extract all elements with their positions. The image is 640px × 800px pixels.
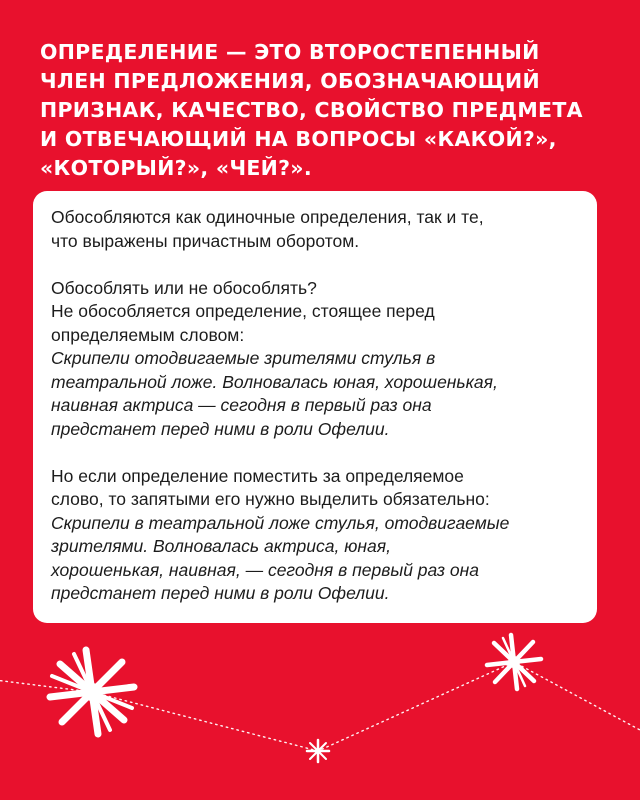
rule-paragraph-1 bbox=[51, 277, 579, 442]
question-heading: Обособлять или не обособлять? bbox=[51, 277, 317, 298]
example-line: хорошенькая, наивная, — сегодня в первый раз она bbox=[51, 559, 479, 580]
headline-line: И ОТВЕЧАЮЩИЙ НА ВОПРОСЫ «КАКОЙ?», bbox=[40, 127, 557, 151]
example-line: зрителями. Волновалась актриса, юная, bbox=[51, 536, 391, 556]
text-line: что выражены причастным оборотом. bbox=[51, 230, 360, 251]
example-line: Скрипели в театральной ложе стулья, отодвигаемые bbox=[51, 512, 510, 533]
spacer bbox=[51, 441, 579, 465]
example-line: Скрипели отодвигаемые зрителями стулья в bbox=[51, 348, 436, 368]
star-icon bbox=[487, 635, 541, 689]
star-constellation bbox=[0, 620, 640, 800]
headline-line: ПРИЗНАК, КАЧЕСТВО, СВОЙСТВО ПРЕДМЕТА bbox=[40, 98, 583, 122]
text-line: слово, то запятыми его нужно выделить обязательно: bbox=[51, 489, 490, 509]
example-line: театральной ложе. Волновалась юная, хорошенькая, bbox=[51, 371, 498, 392]
headline bbox=[40, 38, 620, 183]
star-icon bbox=[50, 650, 134, 734]
text-line: Не обособляется определение, стоящее перед bbox=[51, 301, 435, 321]
text-line: Но если определение поместить за определяемое bbox=[51, 465, 464, 486]
headline-line: «КОТОРЫЙ?», «ЧЕЙ?». bbox=[40, 156, 312, 180]
headline-line: ЧЛЕН ПРЕДЛОЖЕНИЯ, ОБОЗНАЧАЮЩИЙ bbox=[40, 69, 540, 93]
spacer bbox=[51, 253, 579, 277]
intro-paragraph bbox=[51, 206, 579, 253]
example-line: предстанет перед ними в роли Офелии. bbox=[51, 418, 390, 439]
text-line: определяемым словом: bbox=[51, 324, 245, 345]
rule-paragraph-2 bbox=[51, 465, 579, 606]
text-line: Обособляются как одиночные определения, так и те, bbox=[51, 207, 484, 227]
headline-line: ОПРЕДЕЛЕНИЕ — ЭТО ВТОРОСТЕПЕННЫЙ bbox=[40, 40, 540, 64]
star-icon bbox=[307, 740, 329, 762]
content-card bbox=[33, 191, 597, 623]
example-line: предстанет перед ними в роли Офелии. bbox=[51, 583, 390, 603]
example-line: наивная актриса — сегодня в первый раз она bbox=[51, 395, 432, 415]
